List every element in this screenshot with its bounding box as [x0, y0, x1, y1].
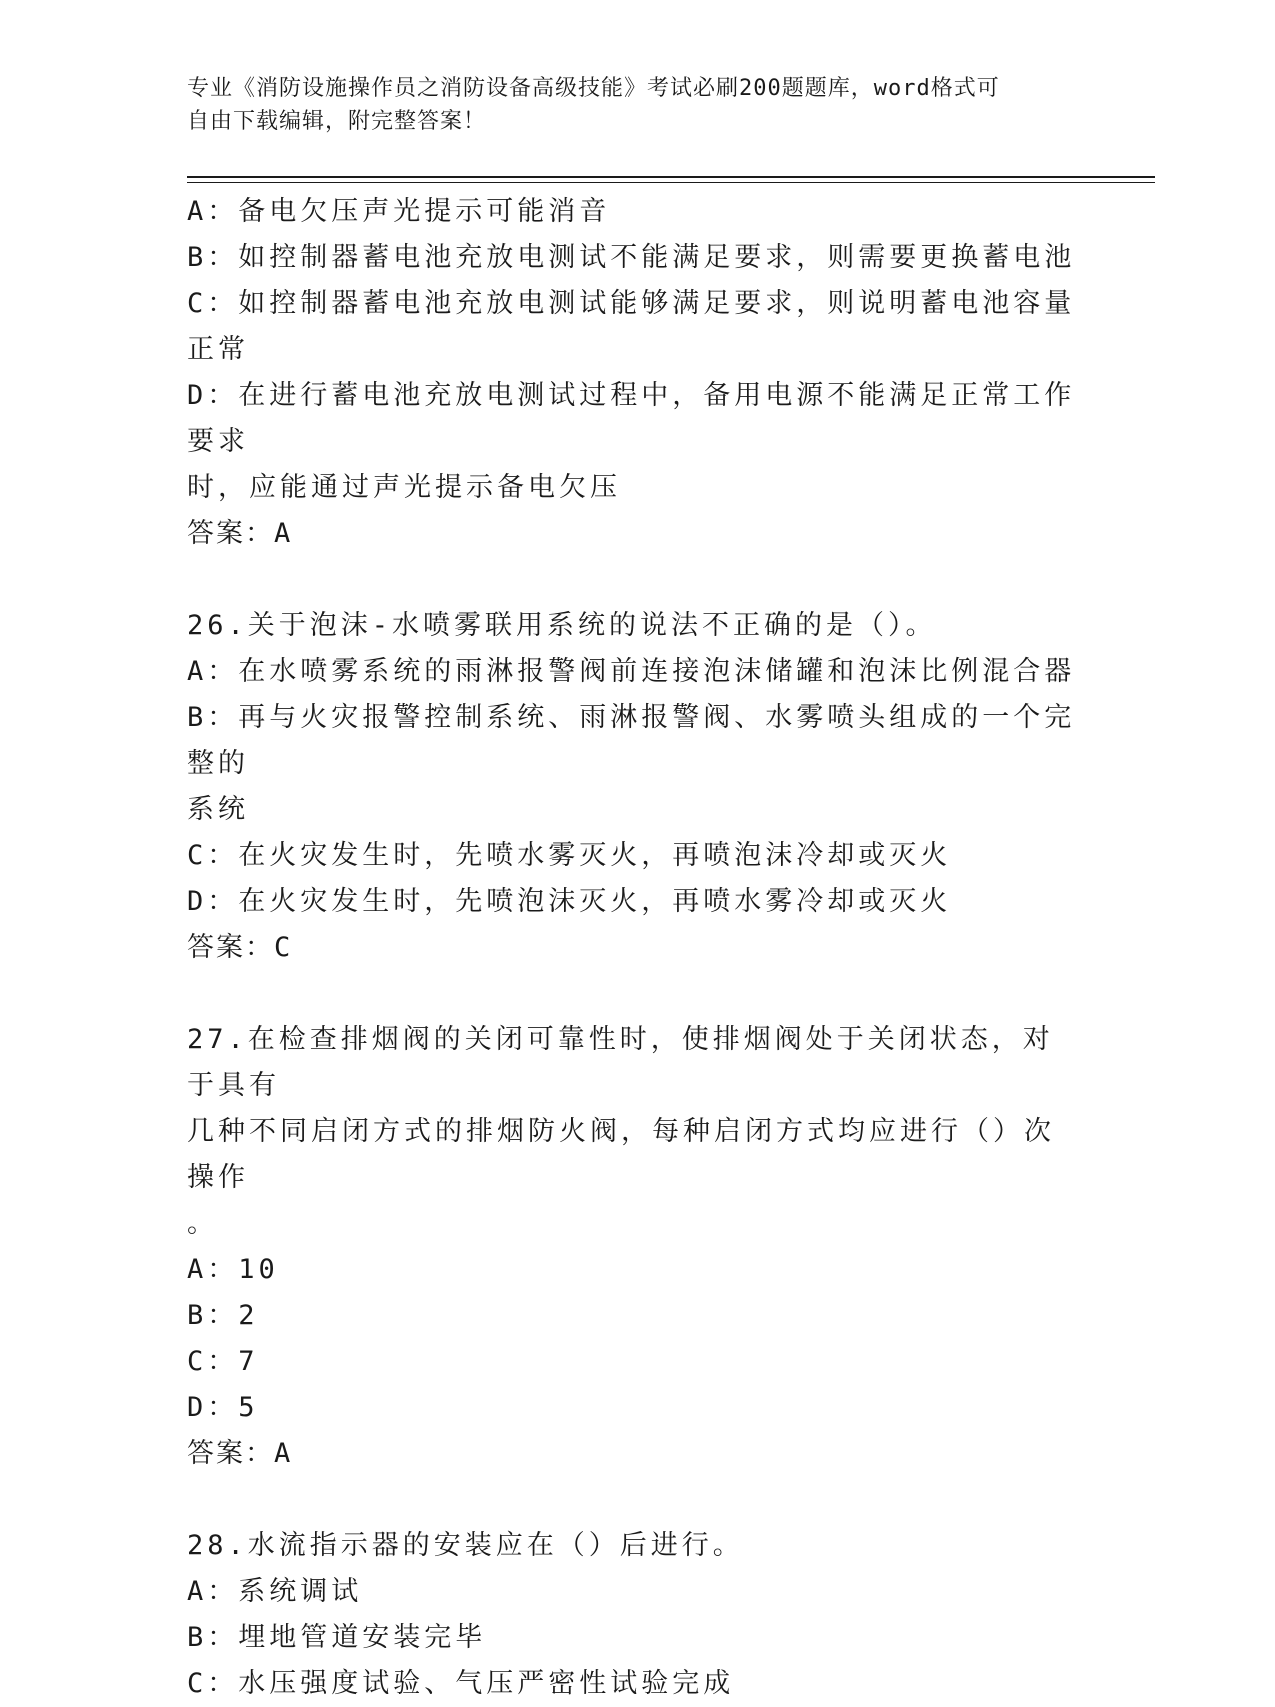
- question-stem-end: 。: [187, 1208, 218, 1239]
- option-c: C：水压强度试验、气压严密性试验完成: [187, 1668, 735, 1699]
- header-line-2: 自由下载编辑，附完整答案！: [187, 109, 487, 134]
- question-stem: 28.水流指示器的安装应在（）后进行。: [187, 1530, 744, 1561]
- option-c: C：在火灾发生时，先喷水雾灭火，再喷泡沫冷却或灭火: [187, 840, 952, 871]
- option-d: D：5: [187, 1392, 259, 1423]
- header-divider-thick: [187, 176, 1155, 178]
- header-line-1: 专业《消防设施操作员之消防设备高级技能》考试必刷200题题库，word格式可: [187, 76, 1000, 101]
- option-b: B：2: [187, 1300, 259, 1331]
- question-stem: 27.在检查排烟阀的关闭可靠性时，使排烟阀处于关闭状态，对于具有: [187, 1024, 1054, 1101]
- answer-label: 答案：A: [187, 1438, 293, 1469]
- option-b-continued: 系统: [187, 794, 249, 825]
- spacer: [187, 971, 1077, 1017]
- header-divider-thin: [187, 182, 1155, 183]
- question-27-block: [187, 1017, 1077, 1477]
- spacer: [187, 557, 1077, 603]
- question-stem-continued: 几种不同启闭方式的排烟防火阀，每种启闭方式均应进行（）次操作: [187, 1116, 1055, 1193]
- option-a: A：10: [187, 1254, 279, 1285]
- option-d-continued: 时，应能通过声光提示备电欠压: [187, 472, 621, 503]
- option-b: B：如控制器蓄电池充放电测试不能满足要求，则需要更换蓄电池: [187, 242, 1076, 273]
- question-28-block: [187, 1523, 1077, 1707]
- option-a: A：备电欠压声光提示可能消音: [187, 196, 611, 227]
- question-26-block: [187, 603, 1077, 971]
- question-stem: 26.关于泡沫-水喷雾联用系统的说法不正确的是（）。: [187, 610, 937, 641]
- option-d: D：在进行蓄电池充放电测试过程中，备用电源不能满足正常工作要求: [187, 380, 1076, 457]
- option-c: C：如控制器蓄电池充放电测试能够满足要求，则说明蓄电池容量正常: [187, 288, 1076, 365]
- option-b: B：再与火灾报警控制系统、雨淋报警阀、水雾喷头组成的一个完整的: [187, 702, 1076, 779]
- answer-label: 答案：C: [187, 932, 293, 963]
- option-d: D：在火灾发生时，先喷泡沫灭火，再喷水雾冷却或灭火: [187, 886, 952, 917]
- option-a: A：在水喷雾系统的雨淋报警阀前连接泡沫储罐和泡沫比例混合器: [187, 656, 1076, 687]
- spacer: [187, 1477, 1077, 1523]
- answer-label: 答案：A: [187, 518, 293, 549]
- question-25-block: [187, 189, 1077, 557]
- document-header: [187, 72, 1067, 138]
- option-a: A：系统调试: [187, 1576, 363, 1607]
- document-body: [187, 189, 1077, 1707]
- option-b: B：埋地管道安装完毕: [187, 1622, 487, 1653]
- option-c: C：7: [187, 1346, 259, 1377]
